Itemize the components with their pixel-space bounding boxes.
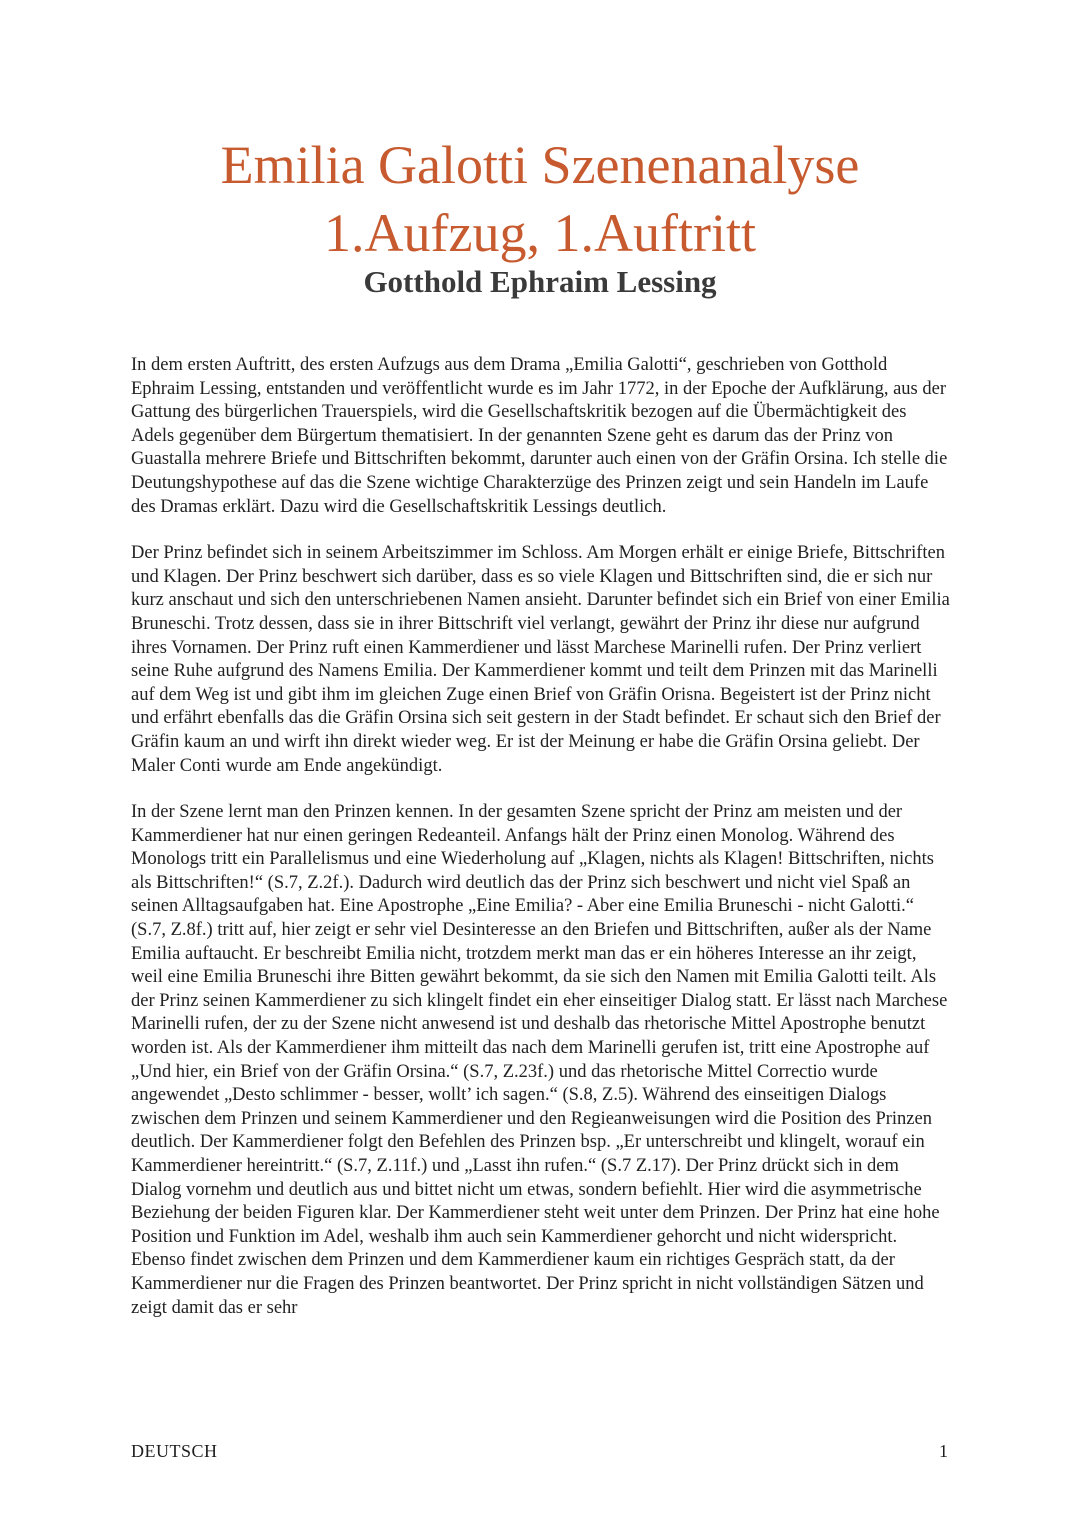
footer-subject: DEUTSCH	[131, 1441, 218, 1461]
footer-page-number: 1	[939, 1441, 948, 1461]
document-author: Gotthold Ephraim Lessing	[363, 264, 717, 299]
paragraph-introduction: In dem ersten Auftritt, des ersten Aufzugs aus dem Drama „Emilia Galotti“, geschrieben von Gotthold Ephraim Lessing, entstanden und veröffentlicht wurde es im Jahr 1772, in der Epoche der Aufklärung, aus der Gattung des bürgerlichen Trauerspiels, wird die Gesellschaftskritik bezogen auf die Übermächtigkeit des Adels gegenüber dem Bürgertum thematisiert. In der genannten Szene geht es darum das der Prinz von Guastalla mehrere Briefe und Bittschriften bekommt, darunter auch einen von der Gräfin Orsina. Ich stelle die Deutungshypothese auf das die Szene wichtige Charakterzüge des Prinzen zeigt und sein Handeln im Laufe des Dramas erklärt. Dazu wird die Gesellschaftskritik Lessings deutlich.	[131, 355, 948, 517]
paragraph-analysis: In der Szene lernt man den Prinzen kennen. In der gesamten Szene spricht der Prinz am meisten und der Kammerdiener hat nur einen geringen Redeanteil. Anfangs hält der Prinz einen Monolog. Während des Monologs tritt ein Parallelismus und eine Wiederholung auf „Klagen, nichts als Klagen! Bittschriften, nichts als Bittschriften!“ (S.7, Z.2f.). Dadurch wird deutlich das der Prinz sich beschwert und nicht viel Spaß an seinen Alltagsaufgaben hat. Eine Apostrophe „Eine Emilia? - Aber eine Emilia Bruneschi - nicht Galotti.“ (S.7, Z.8f.) tritt auf, hier zeigt er sehr viel Desinteresse an den Briefen und Bittschriften, außer als der Name Emilia auftaucht. Er beschreibt Emilia nicht, trotzdem merkt man das er ein höheres Interesse an ihr zeigt, weil eine Emilia Bruneschi ihre Bitten gewährt bekommt, da sie sich den Namen mit Emilia Galotti teilt. Als der Prinz seinen Kammerdiener zu sich klingelt findet ein eher einseitiger Dialog statt. Er lässt nach Marchese Marinelli rufen, der zu der Szene nicht anwesend ist und deshalb das rhetorische Mittel Apostrophe benutzt worden ist. Als der Kammerdiener ihm mitteilt das nach dem Marinelli gerufen ist, tritt eine Apostrophe auf „Und hier, ein Brief von der Gräfin Orsina.“ (S.7, Z.23f.) und das rhetorische Mittel Correctio wurde angewendet „Desto schlimmer - besser, wollt’ ich sagen.“ (S.8, Z.5). Während des einseitigen Dialogs zwischen dem Prinzen und seinem Kammerdiener und den Regieanweisungen wird die Position des Prinzen deutlich. Der Kammerdiener folgt den Befehlen des Prinzen bsp. „Er unterschreibt und klingelt, worauf ein Kammerdiener hereintritt.“ (S.7, Z.11f.) und „Lasst ihn rufen.“ (S.7 Z.17). Der Prinz drückt sich in dem Dialog vornehm und deutlich aus und bittet nicht um etwas, sondern befiehlt. Hier wird die asymmetrische Beziehung der beiden Figuren klar. Der Kammerdiener steht weit unter dem Prinzen. Der Prinz hat eine hohe Position und Funktion im Adel, weshalb ihm auch sein Kammerdiener gehorcht und nicht widerspricht. Ebenso findet zwischen dem Prinzen und dem Kammerdiener kaum ein richtiges Gespräch statt, da der Kammerdiener nur die Fragen des Prinzen beantwortet. Der Prinz spricht in nicht vollständigen Sätzen und zeigt damit das er sehr	[131, 802, 948, 1318]
document-body	[131, 354, 952, 1343]
paragraph-summary: Der Prinz befindet sich in seinem Arbeitszimmer im Schloss. Am Morgen erhält er einige Briefe, Bittschriften und Klagen. Der Prinz beschwert sich darüber, dass es so viele Klagen und Bittschriften sind, die er sich nur kurz anschaut und sich den unterschriebenen Namen ansieht. Darunter befindet sich ein Brief von einer Emilia Bruneschi. Trotz dessen, dass sie in ihrer Bittschrift viel verlangt, gewährt der Prinz ihr diese nur aufgrund ihres Vornamen. Der Prinz ruft einen Kammerdiener und lässt Marchese Marinelli rufen. Der Prinz verliert seine Ruhe aufgrund des Namens Emilia. Der Kammerdiener kommt und teilt dem Prinzen mit das Marinelli auf dem Weg ist und gibt ihm im gleichen Zuge einen Brief von Gräfin Orisna. Begeistert ist der Prinz nicht und erfährt ebenfalls das die Gräfin Orsina sich seit gestern in der Stadt befindet. Er schaut sich den Brief der Gräfin kaum an und wirft ihn direkt wieder weg. Er ist der Meinung er habe die Gräfin Orsina geliebt. Der Maler Conti wurde am Ende angekündigt.	[131, 543, 950, 776]
document-title-scene: 1.Aufzug, 1.Auftritt	[324, 203, 756, 263]
document-title: Emilia Galotti Szenenanalyse	[220, 135, 860, 195]
